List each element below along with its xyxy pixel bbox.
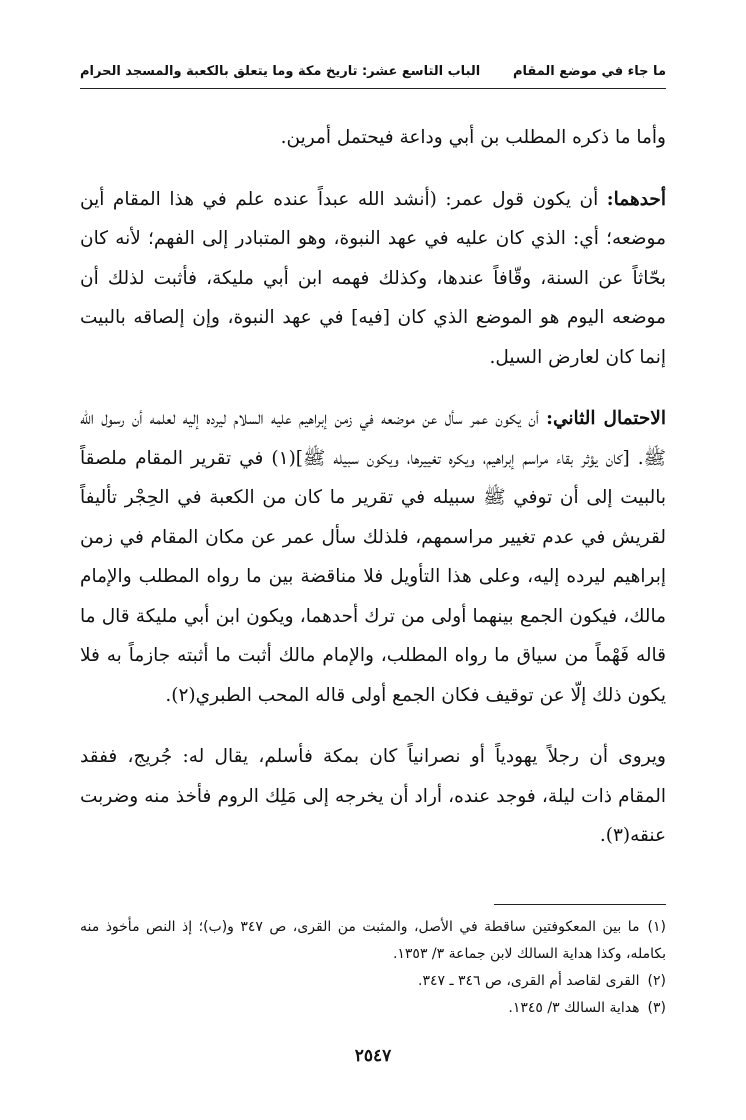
footnote [80,914,666,968]
paragraph [80,737,666,856]
header-divider [80,88,666,89]
paragraph-text: ويروى أن رجلاً يهودياً أو نصرانياً كان بمكة فأسلم، يقال له: جُريج، ففقد المقام ذات ليلة، فوجد عنده، أراد أن يخرجه إلى مَلِك الروم فأخذ منه وضربت عنقه(٣). [80,746,666,846]
footnote-divider [494,904,666,905]
page-number: ٢٥٤٧ [354,1046,392,1066]
header-chapter-title: الباب التاسع عشر: تاريخ مكة وما يتعلق بالكعبة والمسجد الحرام [80,63,481,79]
footnote-number: (٢) [647,973,666,989]
paragraph [80,180,666,378]
footnote [80,995,666,1022]
paragraph-lead: أحدهما: [606,188,666,210]
paragraph [80,118,666,158]
footnote-text: القرى لقاصد أم القرى، ص ٣٤٦ ـ ٣٤٧. [417,973,640,989]
paragraph [80,399,666,715]
header-section-title: ما جاء في موضع المقام [512,63,666,79]
paragraph-lead: الاحتمال الثاني: [546,408,666,429]
paragraph-text: أن يكون قول عمر: (أنشد الله عبداً عنده علم في هذا المقام أين موضعه؛ أي: الذي كان عليه في عهد النبوة، وهو المتبادر إلى الفهم؛ لأنه كان بحّاثاً عن السنة، وقّافاً عندها، وكذلك فهمه ابن أبي مليكة، فأثبت لذلك أن موضعه اليوم هو الموضع الذي كان [فيه] في عهد النبوة، وإن إلصاقه بالبيت إنما كان لعارض السيل. [80,188,666,368]
footnote-number: (١) [647,919,666,935]
running-header [80,60,666,82]
paragraph-text: أن يكون عمر سأل عن موضعه في زمن إبراهيم عليه السلام ليرده إليه لعلمه أن رسول الله ﷺ. [كان يؤثر بقاء مراسم إبراهيم، ويكره تغييرها، ويكون سبيله ﷺ](١) في تقرير المقام ملصقاً بالبيت إلى أن توفي ﷺ سبيله في تقرير ما كان من الكعبة في الحِجْر تأليفاً لقريش في عدم تغيير مراسمهم، فلذلك سأل عمر عن مكان المقام في زمن إبراهيم ليرده إليه، وعلى هذا التأويل فلا مناقضة بين ما رواه المطلب والإمام مالك، فيكون الجمع بينهما أولى من ترك أحدهما، ويكون ابن أبي مليكة قال ما قاله فَهْماً من سياق ما رواه المطلب، والإمام مالك أثبت ما أثبته جازماً به فلا يكون ذلك إلّا عن توقيف فكان الجمع أولى قاله المحب الطبري(٢). [80,408,666,706]
footnotes [80,914,666,1022]
footnote-text: هداية السالك ٣/ ١٣٤٥. [508,1000,640,1016]
paragraph-text: وأما ما ذكره المطلب بن أبي وداعة فيحتمل أمرين. [280,127,666,148]
main-text [80,118,666,878]
footnote-text: ما بين المعكوفتين ساقطة في الأصل، والمثبت من القرى، ص ٣٤٧ و(ب)؛ إذ النص مأخوذ منه بكامله، وكذا هداية السالك لابن جماعة ٣/ ١٣٥٣. [80,919,666,962]
footnote [80,968,666,995]
footnote-number: (٣) [647,1000,666,1016]
